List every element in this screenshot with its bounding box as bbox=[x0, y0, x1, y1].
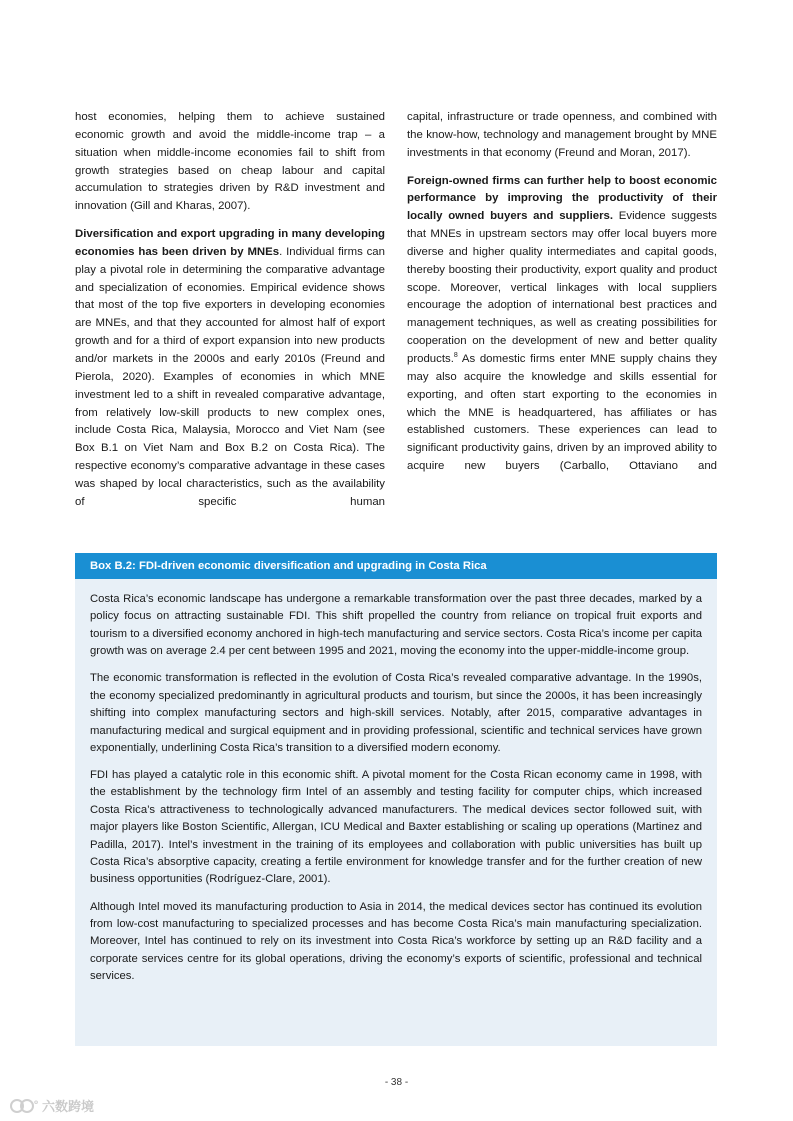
box-b2 bbox=[75, 553, 717, 1046]
right-paragraph-2-body-b: As domestic firms enter MNE supply chains they may also acquire the knowledge and skills essential for exporting, and often start exporting to the economies in which the MNE is headquartered, has affiliates or has established customers. These experiences can lead to significant productivity gains, driven by an improved ability to acquire new buyers (Carballo, Ottaviano and bbox=[407, 352, 717, 473]
right-paragraph-2-body-a: Evidence suggests that MNEs in upstream sectors may offer local buyers more diverse and higher quality intermediates and capital goods, thereby boosting their productivity, export quality and product scope. Moreover, vertical linkages with local suppliers encourage the adoption of international best practices and management techniques, as well as creating possibilities for cooperation on the development of new and better quality products. bbox=[407, 210, 718, 365]
left-paragraph-1: host economies, helping them to achieve sustained economic growth and avoid the middle-income trap – a situation when middle-income economies fail to shift from growth strategies based on cheap labour and capital accumulation to strategies driven by R&D investment and innovation (Gill and Kharas, 2007). bbox=[75, 111, 385, 213]
box-b2-body bbox=[75, 579, 717, 986]
right-paragraph-1: capital, infrastructure or trade openness, and combined with the know-how, technology and management brought by MNE investments in that economy (Freund and Moran, 2017). bbox=[407, 111, 717, 159]
footnote-ref-8[interactable]: 8 bbox=[453, 352, 458, 360]
svg-text:o: o bbox=[34, 1098, 38, 1106]
box-paragraph-3: FDI has played a catalytic role in this economic shift. A pivotal moment for the Costa Rican economy came in 1998, with the establishment by the technology firm Intel of an assembly and testing facility for computer chips, which increased Costa Rica’s attractiveness to technologically advanced manufacturers. The medical devices sector followed suit, with major players like Boston Scientific, Allergan, ICU Medical and Baxter establishing or scaling up operations (Martinez and Padilla, 2017). Intel’s investment in the training of its employees and collaboration with public universities has built up Costa Rica’s absorptive capacity, creating a fertile environment for knowledge transfer and for the further creation of new business opportunities (Rodríguez-Clare, 2001). bbox=[90, 769, 702, 886]
watermark bbox=[8, 1096, 94, 1115]
left-column bbox=[75, 109, 385, 512]
box-paragraph-1: Costa Rica’s economic landscape has undergone a remarkable transformation over the past three decades, marked by a policy focus on attracting sustainable FDI. This shift propelled the country from reliance on tropical fruit exports and tourism to a diversified economy anchored in high-tech manufacturing and service sectors. Costa Rica’s income per capita growth was on average 2.4 per cent between 1995 and 2021, moving the economy into the upper-middle-income group. bbox=[90, 593, 702, 658]
body-columns bbox=[75, 109, 717, 512]
left-paragraph-2-lead-punct: . bbox=[279, 245, 283, 258]
left-paragraph-2-body: Individual firms can play a pivotal role in determining the comparative advantage and specialization of economies. Empirical evidence shows that most of the top five exporters in developing economies are MNEs, and that they accounted for almost half of export growth and for a third of export expansion into new products and/or markets in the 2000s and early 2010s (Freund and Pierola, 2020). Examples of economies in which MNE investment led to a shift in revealed comparative advantage, from relatively low-skill products to new complex ones, include Costa Rica, Malaysia, Morocco and Viet Nam (see Box B.1 on Viet Nam and Box B.2 on Costa Rica). The respective economy’s comparative advantage in these cases was shaped by local characteristics, such as the availability of specific human bbox=[75, 245, 385, 508]
right-column bbox=[407, 109, 717, 512]
box-paragraph-4: Although Intel moved its manufacturing production to Asia in 2014, the medical devices sector has continued its evolution from low-cost manufacturing to specialized processes and has become Costa Rica’s main manufacturing specialization. Moreover, Intel has continued to rely on its investment into Costa Rica’s workforce by setting up an R&D facility and a corporate services centre for its global operations, driving the economy’s exports of scientific, professional and technical services. bbox=[90, 900, 702, 983]
left-paragraph-2 bbox=[75, 226, 385, 512]
left-paragraph-2-lead: Diversification and export upgrading in many developing economies has been driven by MNEs bbox=[75, 228, 385, 258]
right-paragraph-2-lead: Foreign-owned firms can further help to boost economic performance by improving the productivity of their locally owned buyers and suppliers. bbox=[407, 174, 717, 223]
right-paragraph-2 bbox=[407, 173, 717, 476]
watermark-logo-icon bbox=[8, 1097, 38, 1115]
page-number: - 38 - bbox=[384, 1077, 409, 1088]
box-paragraph-2: The economic transformation is reflected in the evolution of Costa Rica’s revealed comparative advantage. In the 1990s, the economy specialized predominantly in agricultural products and tourism, but since the 2000s, it has been increasingly shifting into complex manufacturing sectors and high-skill services. Notably, after 2015, comparative advantages in manufacturing medical and surgical equipment and in providing professional, scientific and technical services have grown exponentially, underlining Costa Rica’s transition to a diversified modern economy. bbox=[90, 672, 702, 754]
watermark-text: 六数跨境 bbox=[42, 1100, 95, 1115]
box-b2-title: Box B.2: FDI-driven economic diversification and upgrading in Costa Rica bbox=[75, 553, 717, 579]
